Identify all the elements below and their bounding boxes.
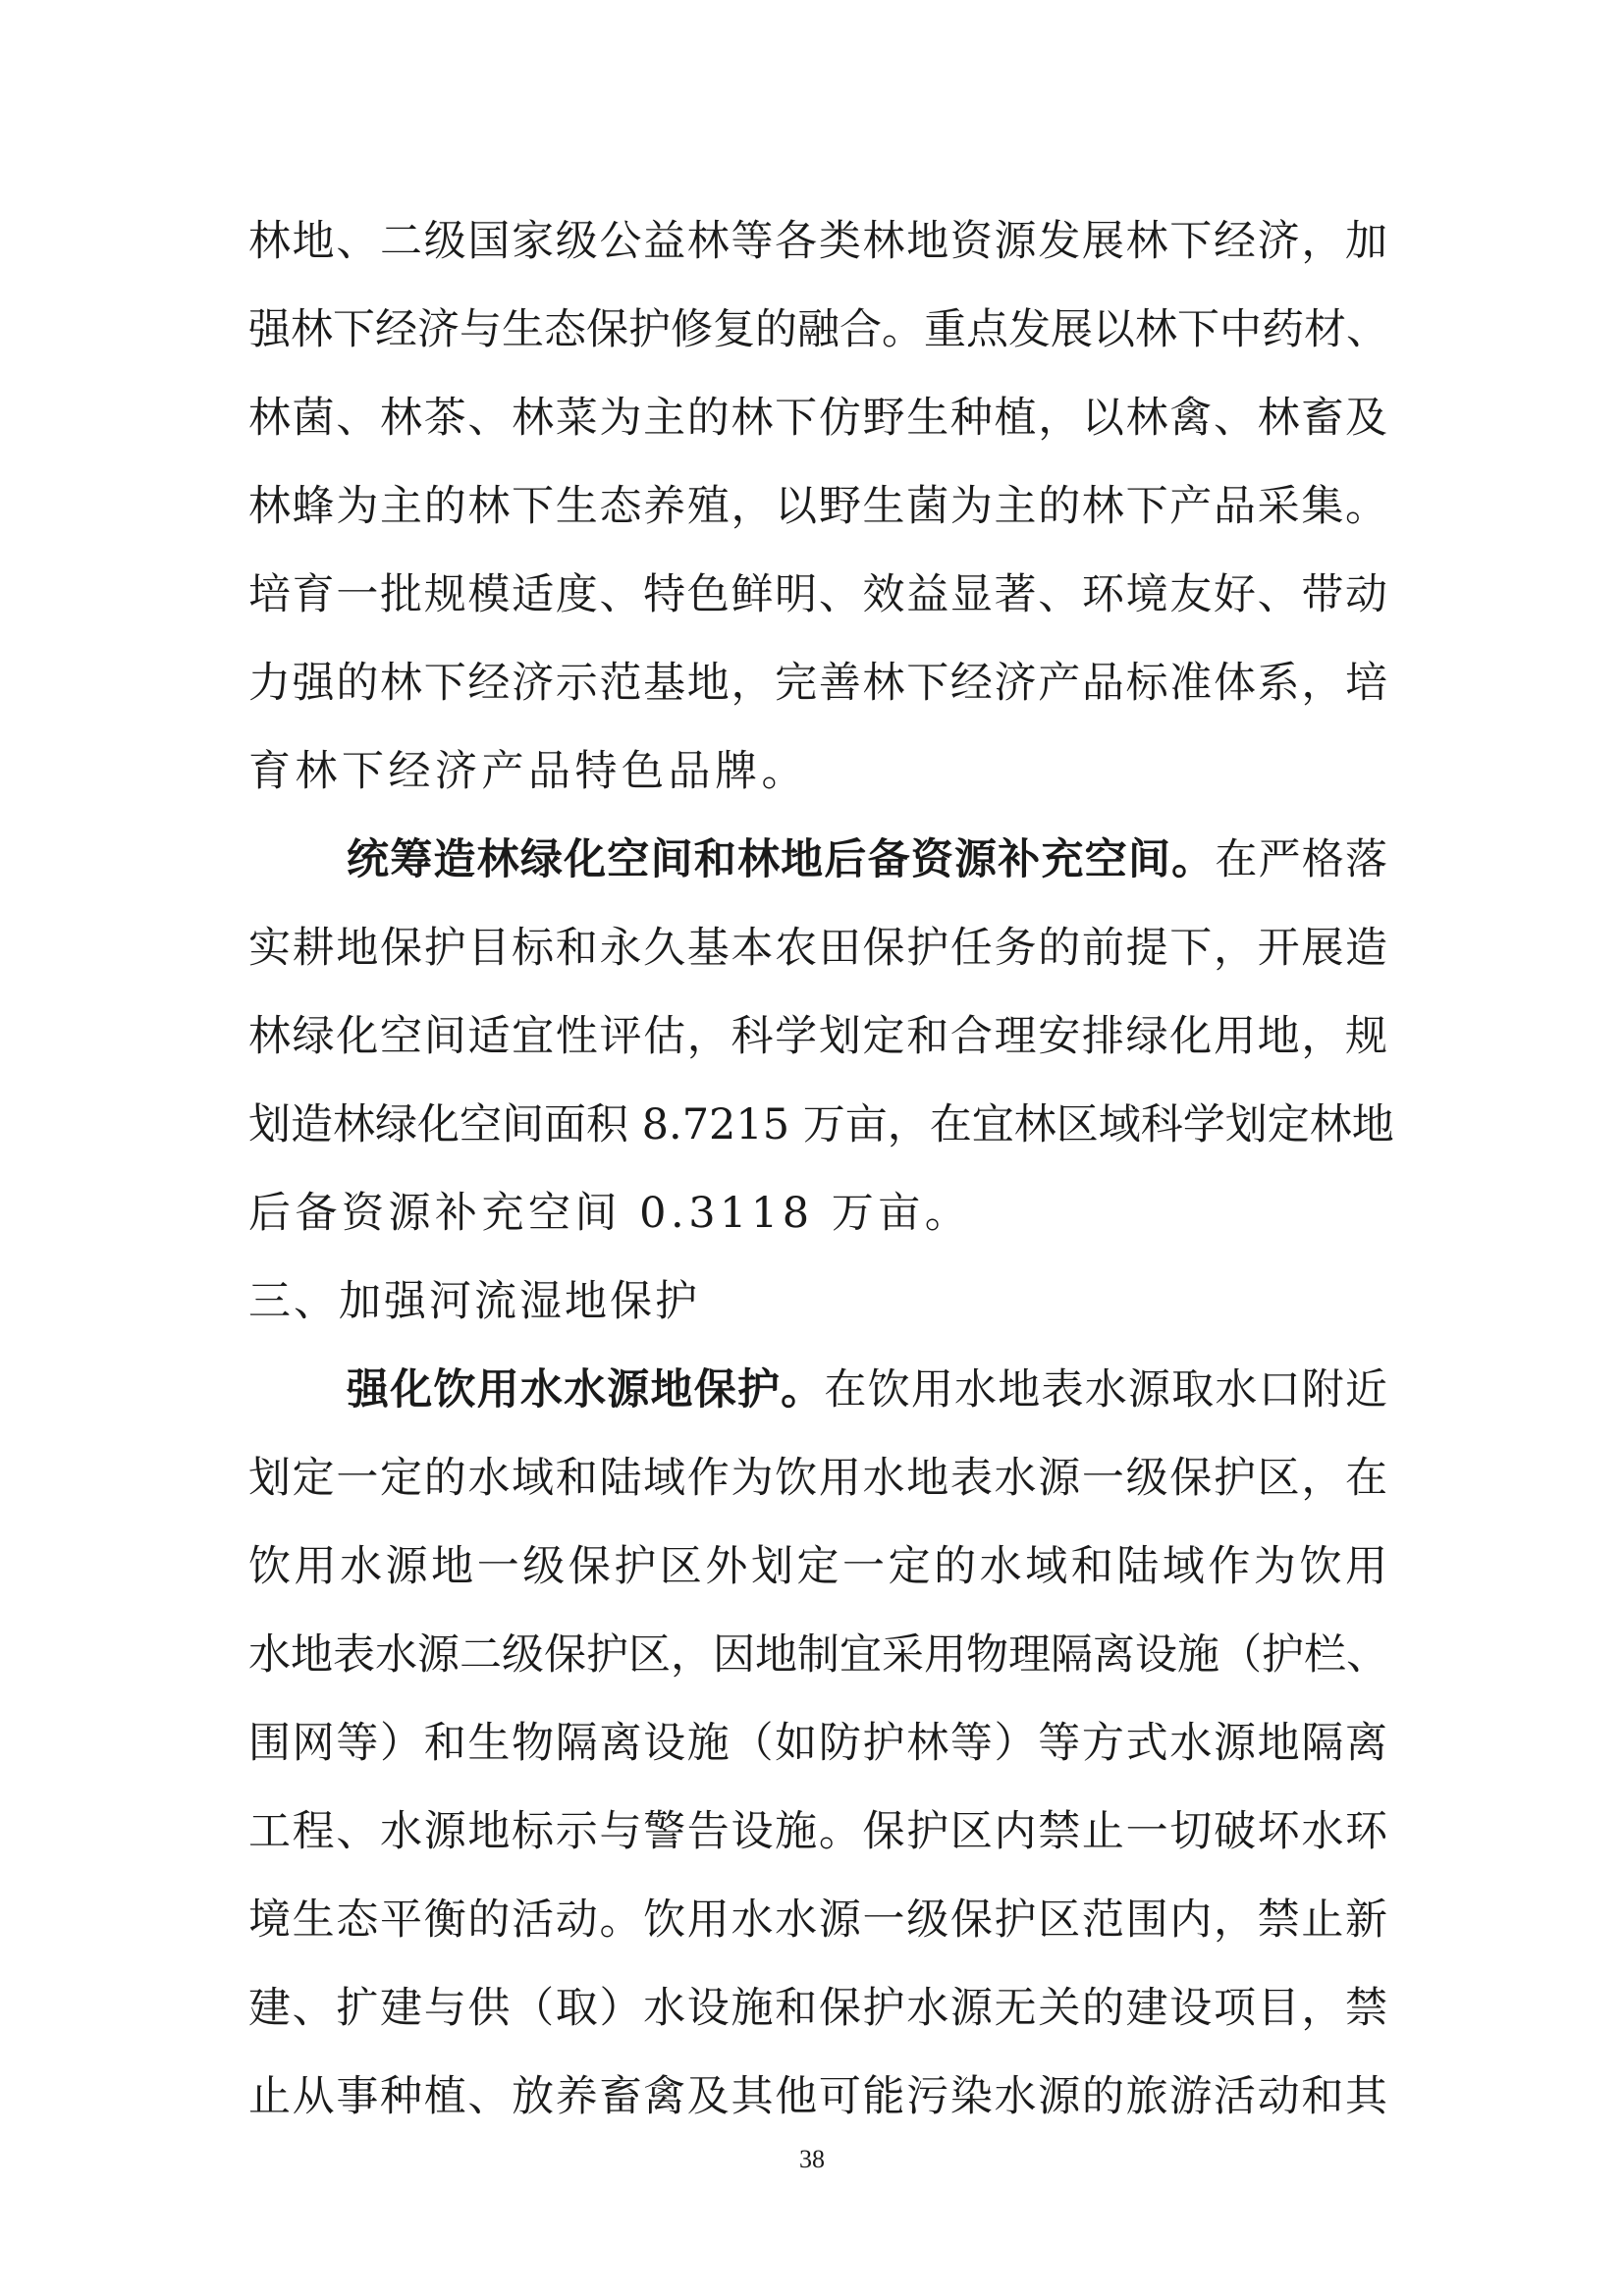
text-line: 建、扩建与供（取）水设施和保护水源无关的建设项目，禁: [248, 1984, 1387, 2033]
text-line: 强林下经济与生态保护修复的融合。重点发展以林下中药材、: [248, 305, 1388, 354]
text-line: 培育一批规模适度、特色鲜明、效益显著、环境友好、带动: [248, 570, 1387, 619]
text-line: 境生态平衡的活动。饮用水水源一级保护区范围内，禁止新: [248, 1896, 1387, 1945]
text-line: 林绿化空间适宜性评估，科学划定和合理安排绿化用地，规: [248, 1012, 1387, 1061]
paragraph-lead-bold: 强化饮用水水源地保护。: [347, 1365, 825, 1415]
text-line: 林菌、林茶、林菜为主的林下仿野生种植，以林禽、林畜及: [248, 394, 1387, 443]
text-line-first: [347, 830, 1387, 889]
text-line: 林蜂为主的林下生态养殖，以野生菌为主的林下产品采集。: [248, 482, 1387, 531]
page-number: 38: [799, 2145, 825, 2173]
text-line: 饮用水源地一级保护区外划定一定的水域和陆域作为饮用: [248, 1542, 1387, 1591]
text-line: 水地表水源二级保护区，因地制宜采用物理隔离设施（护栏、: [248, 1630, 1388, 1680]
text-line: 止从事种植、放养畜禽及其他可能污染水源的旅游活动和其: [248, 2072, 1387, 2121]
paragraph-lead-rest: 在饮用水地表水源取水口附近: [824, 1365, 1388, 1415]
text-line: 力强的林下经济示范基地，完善林下经济产品标准体系，培: [248, 659, 1387, 708]
text-line: 实耕地保护目标和永久基本农田保护任务的前提下，开展造: [248, 924, 1387, 973]
text-line: 划造林绿化空间面积 8.7215 万亩，在宜林区域科学划定林地: [248, 1100, 1394, 1149]
text-line: 后备资源补充空间 0.3118 万亩。: [248, 1189, 972, 1238]
text-line: 划定一定的水域和陆域作为饮用水地表水源一级保护区，在: [248, 1454, 1387, 1503]
text-line-first: [347, 1361, 1387, 1419]
section-heading: 三、加强河流湿地保护: [248, 1277, 700, 1326]
text-line: 工程、水源地标示与警告设施。保护区内禁止一切破坏水环: [248, 1807, 1387, 1856]
text-line: 育林下经济产品特色品牌。: [248, 747, 808, 796]
paragraph-lead-rest: 在严格落: [1215, 835, 1388, 884]
paragraph-lead-bold: 统筹造林绿化空间和林地后备资源补充空间。: [347, 835, 1216, 884]
text-line: 围网等）和生物隔离设施（如防护林等）等方式水源地隔离: [248, 1719, 1387, 1768]
text-line: 林地、二级国家级公益林等各类林地资源发展林下经济，加: [248, 217, 1387, 266]
